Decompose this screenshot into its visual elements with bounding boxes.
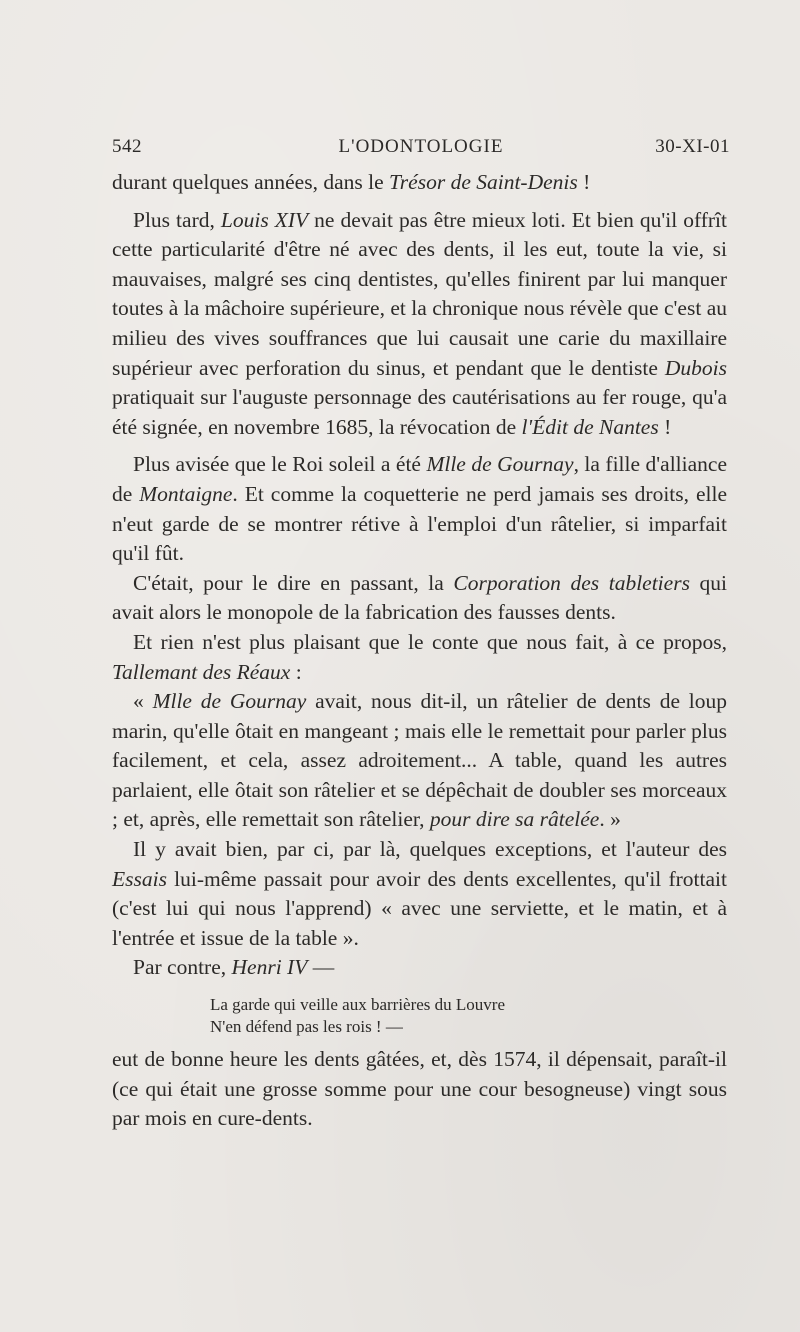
paragraph: Plus avisée que le Roi soleil a été Mlle de Gournay, la fille d'alliance de Montaigne. Et comme la coquetterie ne perd jamais ses droits, elle n'eut garde de se montrer rétive à l'emploi d'un râtelier, si imparfait qu'il fût.: [112, 452, 727, 566]
verse-line: N'en défend pas les rois ! —: [210, 1017, 403, 1037]
italic-phrase: pour dire sa râtelée: [429, 807, 600, 832]
italic-name: Louis XIV: [220, 207, 309, 232]
body-text: [112, 168, 727, 1134]
running-title: L'ODONTOLOGIE: [338, 136, 504, 157]
paragraph: Par contre, Henri IV —: [133, 955, 335, 980]
paragraph: durant quelques années, dans le Trésor de Saint-Denis !: [112, 170, 591, 194]
running-header: [112, 136, 730, 166]
italic-name: Henri IV: [231, 955, 308, 980]
italic-reference: l'Édit de Nantes: [521, 414, 659, 439]
italic-name: Mlle de Gournay: [426, 452, 574, 477]
issue-date: 30-XI-01: [655, 136, 730, 157]
italic-name: Montaigne: [139, 481, 233, 506]
page-number: 542: [112, 136, 142, 157]
quote-paragraph: « Mlle de Gournay avait, nous dit-il, un râtelier de dents de loup marin, qu'elle ôtait en mangeant ; mais elle le remettait pour parler plus facilement, et cela, assez adroitement... A table, quand les autres parlaient, elle ôtait son râtelier et se dépêchait de doubler ses morceaux ; et, après, elle remettait son râtelier, pour dire sa râtelée. »: [112, 689, 728, 832]
italic-name: Mlle de Gournay: [152, 689, 307, 714]
paragraph: eut de bonne heure les dents gâtées, et, dès 1574, il dépensait, paraît-il (ce qui était une grosse somme pour une cour besogneuse) vingt sous par mois en cure-dents.: [112, 1047, 727, 1131]
italic-name: Dubois: [664, 355, 727, 380]
paragraph: Plus tard, Louis XIV ne devait pas être mieux loti. Et bien qu'il offrît cette particularité d'être né avec des dents, il les eut, toute la vie, si mauvaises, malgré ses cinq dentistes, qu'elles finirent par lui manquer toutes à la mâchoire supérieure, et la chronique nous révèle que c'est au milieu des vives souffrances que lui causait une carie du maxillaire supérieur avec perforation du sinus, et pendant que le dentiste Dubois pratiquait sur l'auguste personnage des cautérisations au fer rouge, qu'a été signée, en novembre 1685, la révocation de l'Édit de Nantes !: [112, 207, 728, 439]
paragraph: Il y avait bien, par ci, par là, quelques exceptions, et l'auteur des Essais lui-même passait pour avoir des dents excellentes, qu'il frottait (c'est lui qui nous l'apprend) « avec une serviette, et le matin, et à l'entrée et issue de la table ».: [112, 837, 727, 950]
italic-reference: Essais: [112, 866, 167, 891]
italic-name: Tallemant des Réaux: [112, 659, 291, 684]
verse-line: La garde qui veille aux barrières du Louvre: [210, 995, 506, 1015]
italic-reference: Trésor de Saint-Denis: [389, 170, 578, 194]
paragraph: Et rien n'est plus plaisant que le conte que nous fait, à ce propos, Tallemant des Réaux :: [112, 629, 727, 684]
paragraph: C'était, pour le dire en passant, la Corporation des tabletiers qui avait alors le monopole de la fabrication des fausses dents.: [112, 570, 727, 625]
italic-reference: Corporation des tabletiers: [453, 570, 690, 595]
verse-quote: [210, 994, 727, 1038]
